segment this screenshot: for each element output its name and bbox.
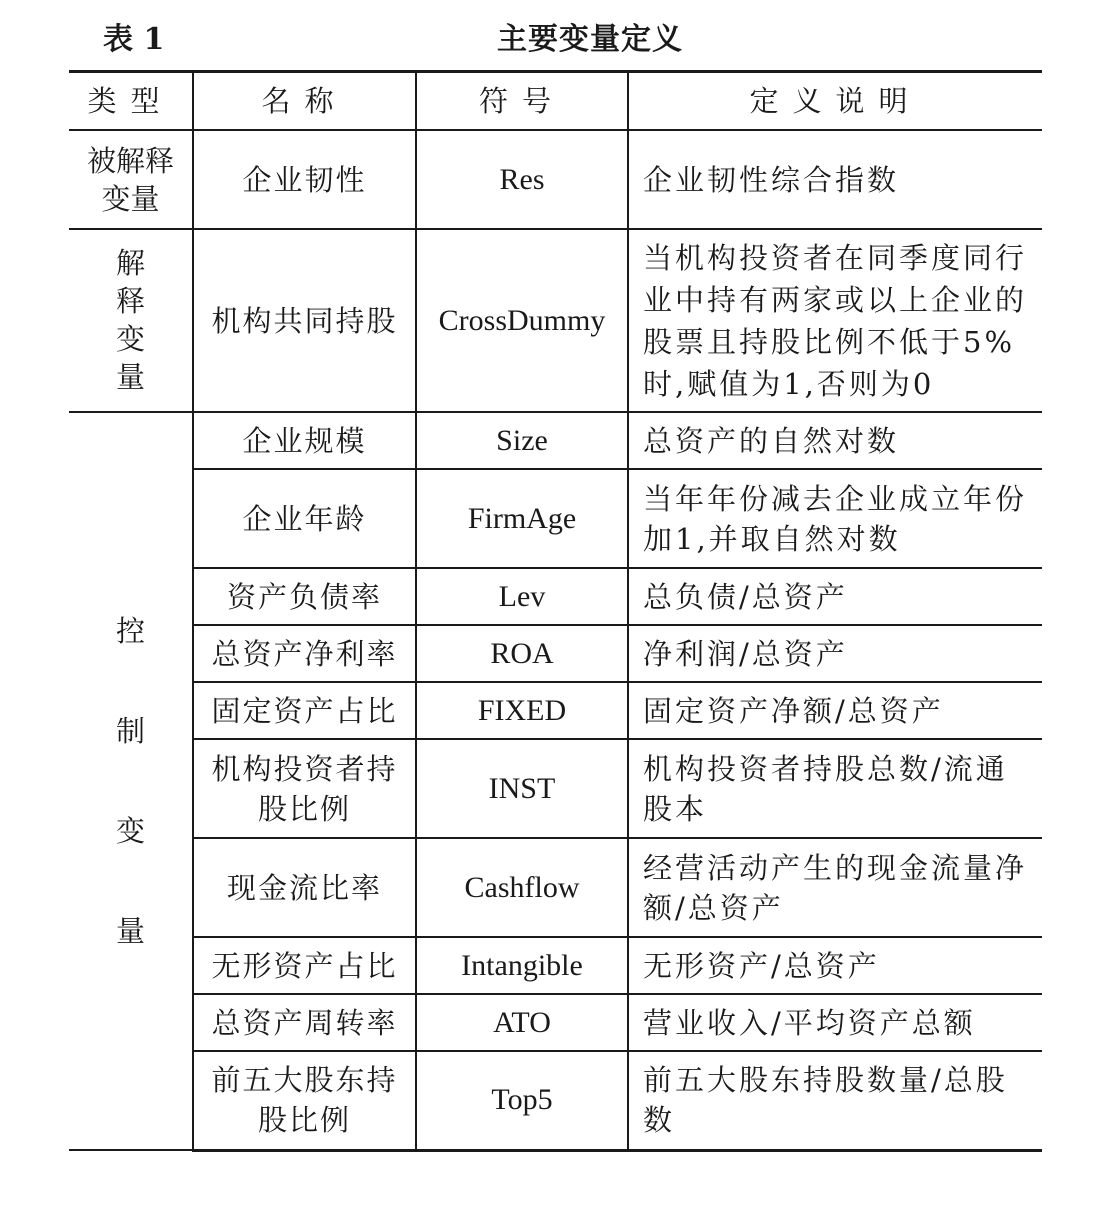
variable-name: 无形资产占比	[193, 937, 416, 994]
variable-definition: 当年年份减去企业成立年份加1,并取自然对数	[628, 469, 1042, 568]
variable-definition-table	[69, 70, 1042, 1152]
variable-definition: 当机构投资者在同季度同行业中持有两家或以上企业的股票且持股比例不低于5%时,赋值为1,否则为0	[628, 229, 1042, 412]
variable-definition: 经营活动产生的现金流量净额/总资产	[628, 838, 1042, 937]
group-label: 解释变量	[115, 246, 145, 394]
variable-name: 固定资产占比	[193, 682, 416, 739]
variable-name: 总资产净利率	[193, 625, 416, 682]
table-row	[69, 568, 1042, 625]
table-row	[69, 469, 1042, 568]
variable-name: 现金流比率	[193, 838, 416, 937]
variable-definition: 净利润/总资产	[628, 625, 1042, 682]
group-label: 控制变量	[115, 614, 145, 948]
variable-definition: 营业收入/平均资产总额	[628, 994, 1042, 1051]
table-row	[69, 937, 1042, 994]
variable-symbol: Intangible	[416, 937, 628, 994]
header-definition: 定义说明	[628, 72, 1042, 131]
group-label: 被解释变量	[86, 143, 174, 216]
variable-symbol: FIXED	[416, 682, 628, 739]
header-type: 类型	[69, 72, 193, 131]
variable-name: 企业规模	[193, 412, 416, 469]
variable-name: 总资产周转率	[193, 994, 416, 1051]
group-control	[69, 412, 193, 1150]
table-row	[69, 682, 1042, 739]
variable-symbol: CrossDummy	[416, 229, 628, 412]
header-symbol: 符号	[416, 72, 628, 131]
variable-definition: 企业韧性综合指数	[628, 130, 1042, 229]
variable-definition: 前五大股东持股数量/总股数	[628, 1051, 1042, 1150]
table-row	[69, 838, 1042, 937]
variable-symbol: ATO	[416, 994, 628, 1051]
variable-name: 机构共同持股	[193, 229, 416, 412]
group-explanatory	[69, 229, 193, 412]
variable-name: 前五大股东持股比例	[193, 1051, 416, 1150]
table-row	[69, 994, 1042, 1051]
variable-symbol: Top5	[416, 1051, 628, 1150]
variable-symbol: ROA	[416, 625, 628, 682]
variable-symbol: Lev	[416, 568, 628, 625]
header-name: 名称	[193, 72, 416, 131]
variable-symbol: Size	[416, 412, 628, 469]
table-label: 表 1	[103, 22, 165, 57]
table-title: 主要变量定义	[497, 22, 683, 57]
variable-definition: 无形资产/总资产	[628, 937, 1042, 994]
variable-name: 资产负债率	[193, 568, 416, 625]
group-dependent	[69, 130, 193, 229]
table-row	[69, 1051, 1042, 1150]
variable-definition: 总资产的自然对数	[628, 412, 1042, 469]
variable-name: 企业韧性	[193, 130, 416, 229]
table-row	[69, 625, 1042, 682]
variable-symbol: Cashflow	[416, 838, 628, 937]
header-row	[69, 72, 1042, 131]
variable-name: 企业年龄	[193, 469, 416, 568]
table-row	[69, 130, 1042, 229]
variable-definition: 总负债/总资产	[628, 568, 1042, 625]
variable-definition: 固定资产净额/总资产	[628, 682, 1042, 739]
variable-name: 机构投资者持股比例	[193, 739, 416, 838]
table-row	[69, 739, 1042, 838]
variable-definition: 机构投资者持股总数/流通股本	[628, 739, 1042, 838]
variable-symbol: INST	[416, 739, 628, 838]
variable-symbol: FirmAge	[416, 469, 628, 568]
variable-symbol: Res	[416, 130, 628, 229]
table-row	[69, 412, 1042, 469]
table-row	[69, 229, 1042, 412]
